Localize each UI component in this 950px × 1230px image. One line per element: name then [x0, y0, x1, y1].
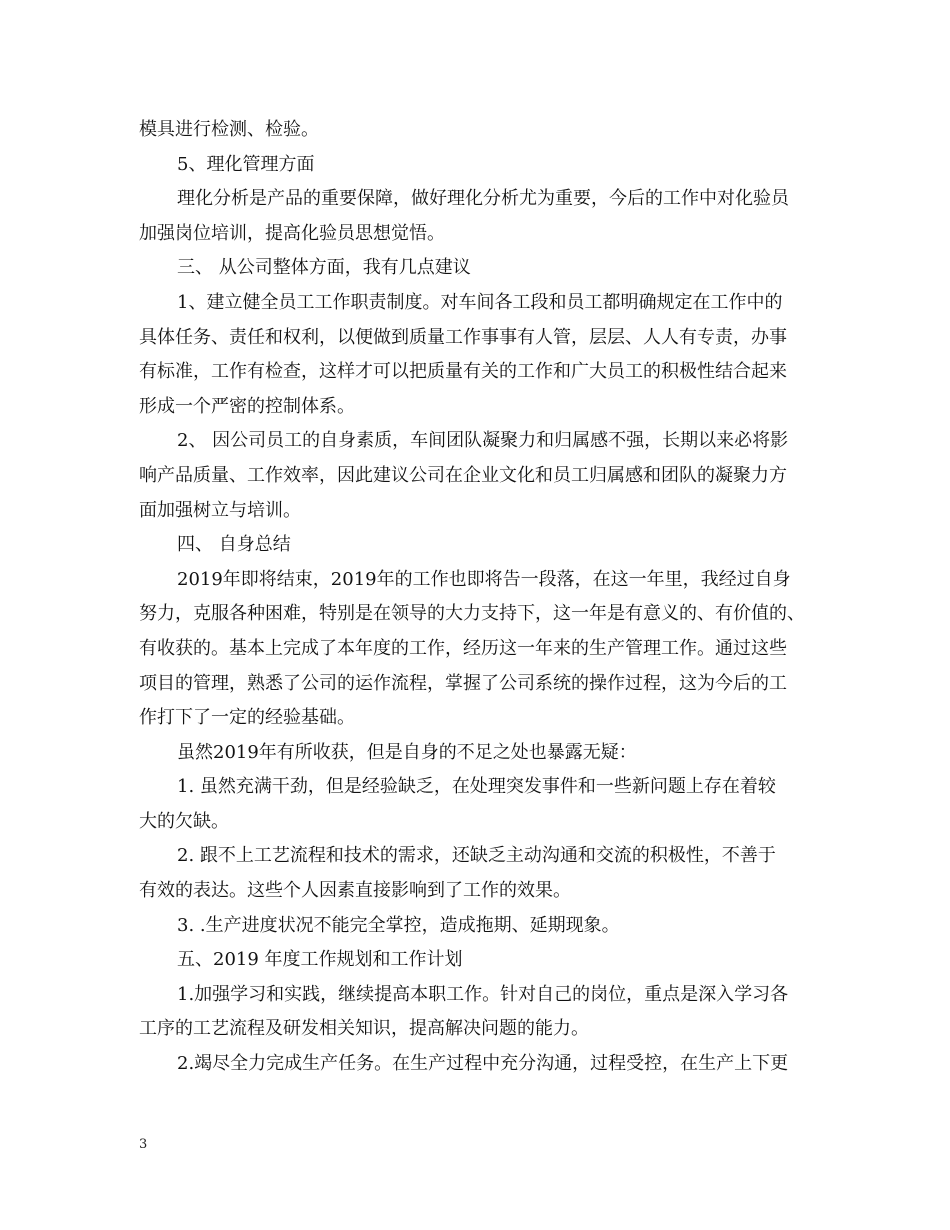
text-line: 工序的工艺流程及研发相关知识，提高解决问题的能力。: [139, 1018, 589, 1040]
text-line: 虽然2019年有所收获，但是自身的不足之处也暴露无疑：: [177, 741, 637, 763]
text-line: 响产品质量、工作效率，因此建议公司在企业文化和员工归属感和团队的凝聚力方: [139, 464, 787, 486]
page-number: 3: [139, 1137, 148, 1152]
text-line: 有标准，工作有检查，这样才可以把质量有关的工作和广大员工的积极性结合起来: [139, 361, 787, 383]
text-line: 理化分析是产品的重要保障，做好理化分析尤为重要，今后的工作中对化验员: [177, 188, 789, 210]
text-line: 1.加强学习和实践，继续提高本职工作。针对自己的岗位，重点是深入学习各: [177, 983, 789, 1005]
text-line: 模具进行检测、检验。: [139, 119, 319, 140]
text-line: 2.竭尽全力完成生产任务。在生产过程中充分沟通，过程受控，在生产上下更: [177, 1053, 789, 1075]
text-line: 作打下了一定的经验基础。: [139, 707, 355, 729]
text-line: 有效的表达。这些个人因素直接影响到了工作的效果。: [139, 880, 571, 902]
text-line: 3. .生产进度状况不能完全掌控，造成拖期、延期现象。: [177, 914, 620, 936]
text-line: 加强岗位培训，提高化验员思想觉悟。: [139, 222, 445, 244]
text-line: 努力，克服各种困难，特别是在领导的大力支持下，这一年是有意义的、有价值的、: [139, 603, 805, 625]
text-line: 四、 自身总结: [177, 534, 291, 556]
text-line: 2019年即将结束，2019年的工作也即将告一段落，在这一年里，我经过自身: [177, 568, 791, 590]
text-line: 具体任务、责任和权利，以便做到质量工作事事有人管，层层、人人有专责，办事: [139, 326, 787, 348]
text-line: 五、2019 年度工作规划和工作计划: [177, 949, 463, 971]
text-line: 2、 因公司员工的自身素质，车间团队凝聚力和归属感不强，长期以来必将影: [177, 430, 789, 452]
text-line: 大的欠缺。: [139, 810, 229, 832]
text-line: 1、建立健全员工工作职责制度。对车间各工段和员工都明确规定在工作中的: [177, 291, 783, 313]
text-line: 项目的管理，熟悉了公司的运作流程，掌握了公司系统的操作过程，这为今后的工: [139, 672, 787, 694]
text-line: 三、 从公司整体方面，我有几点建议: [177, 257, 471, 279]
text-line: 面加强树立与培训。: [139, 499, 301, 521]
text-line: 2. 跟不上工艺流程和技术的需求，还缺乏主动沟通和交流的积极性，不善于: [177, 845, 776, 867]
text-line: 形成一个严密的控制体系。: [139, 395, 355, 417]
text-line: 5、理化管理方面: [177, 153, 315, 175]
text-line: 有收获的。基本上完成了本年度的工作，经历这一年来的生产管理工作。通过这些: [139, 637, 787, 659]
text-line: 1. 虽然充满干劲，但是经验缺乏，在处理突发事件和一些新问题上存在着较: [177, 776, 776, 798]
document-body: [139, 113, 819, 1082]
